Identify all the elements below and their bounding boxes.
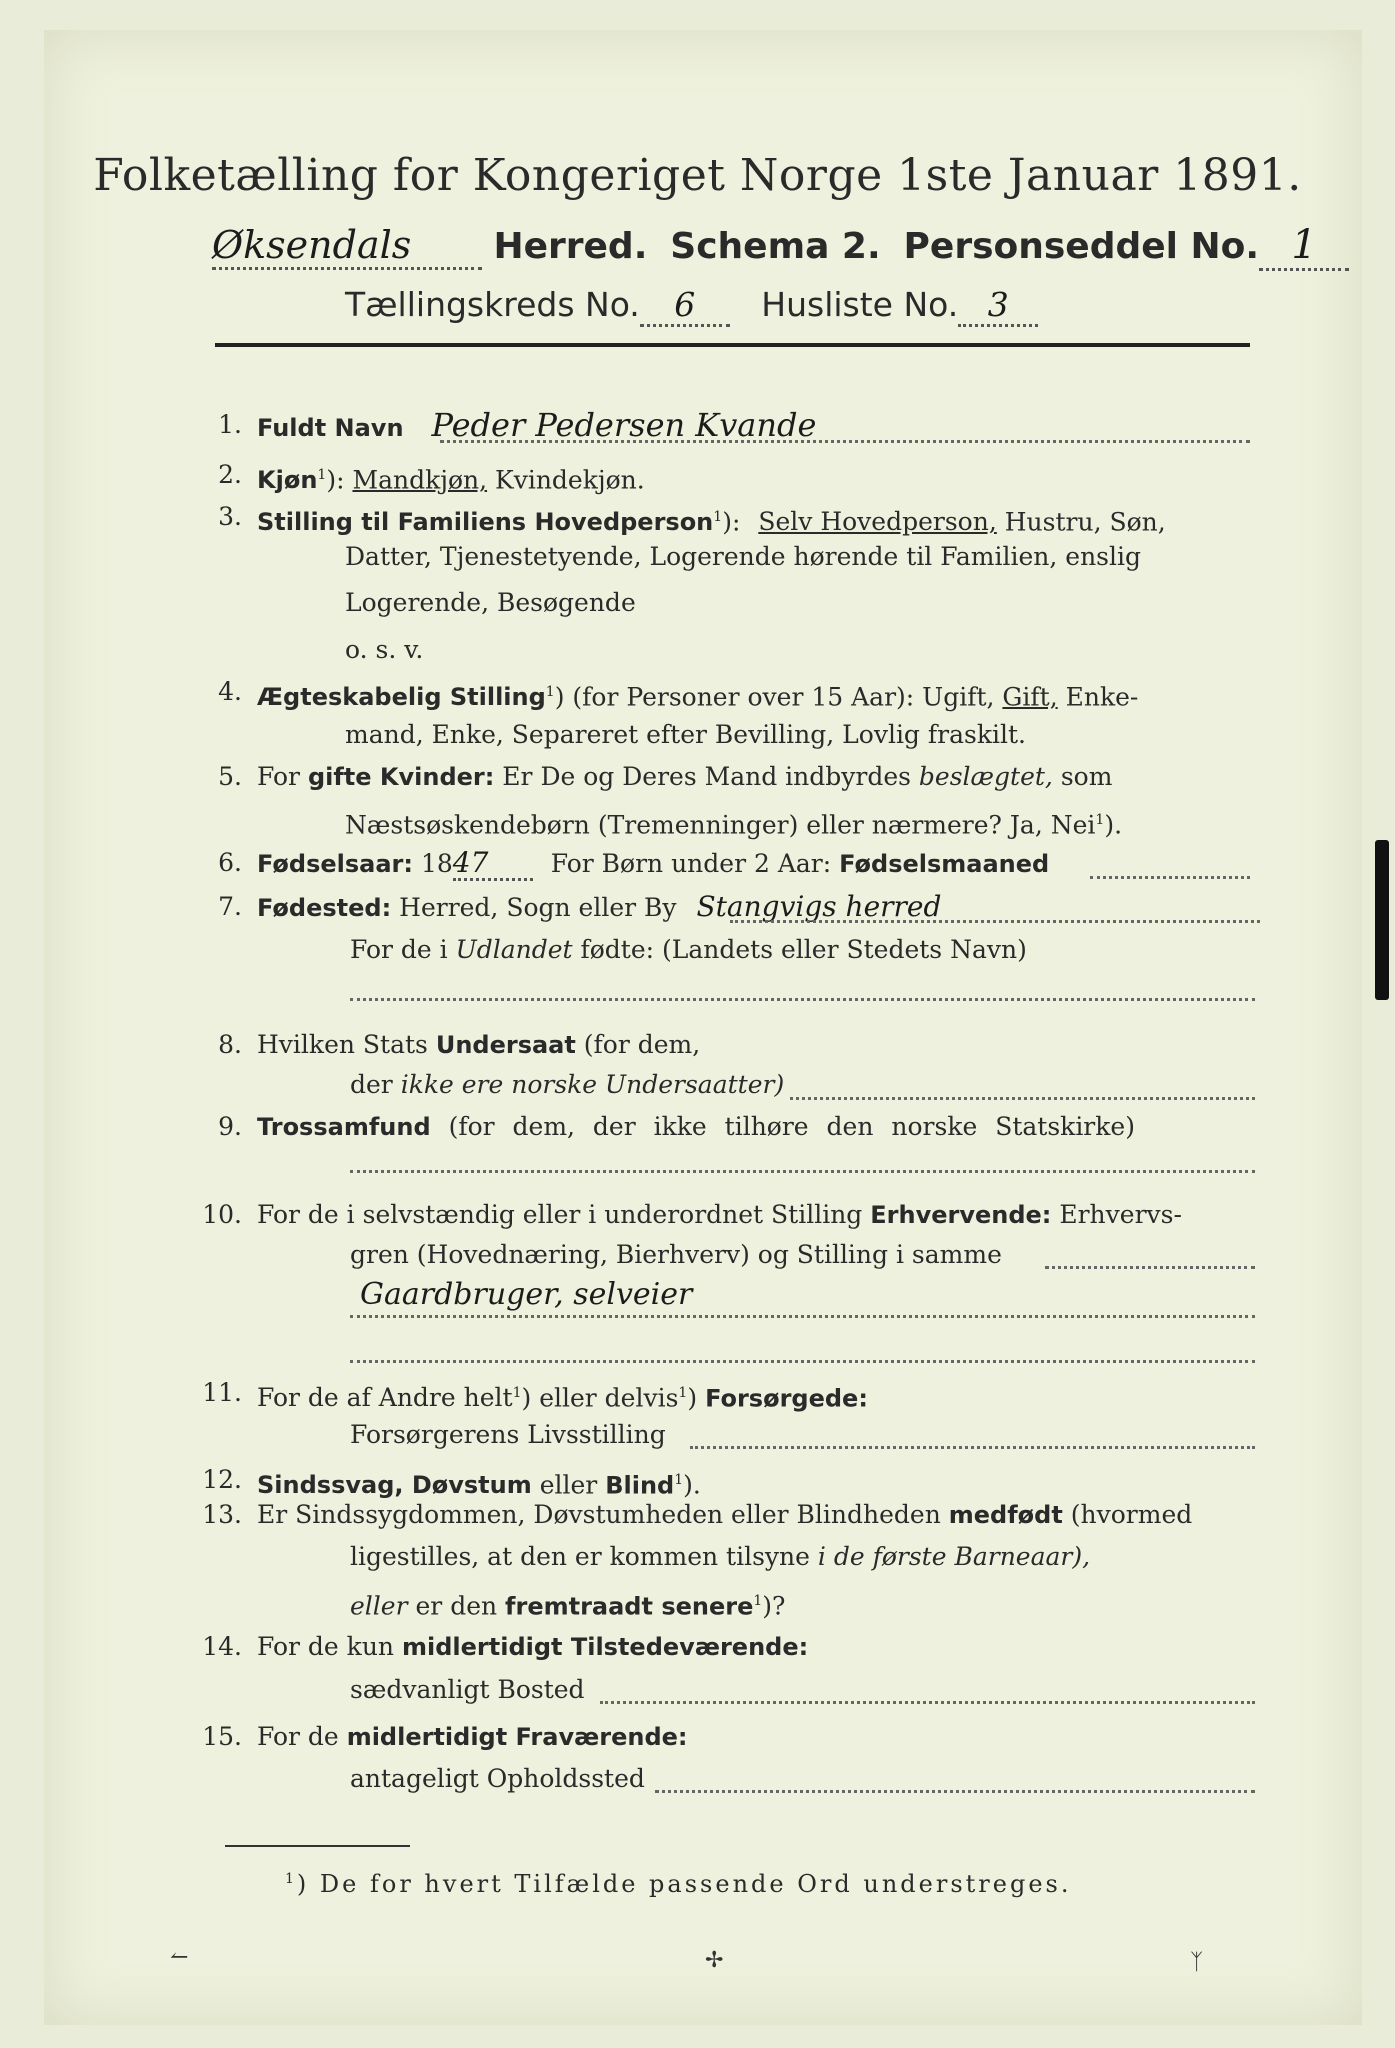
- q13-text-a: Er Sindssygdommen, Døvstumheden eller Blindheden: [257, 1500, 941, 1529]
- subject-fill: [790, 1097, 1255, 1100]
- item-7: [218, 890, 942, 923]
- q7-line2b: fødte: (Landets eller Stedets Navn): [580, 935, 1027, 964]
- sex-option-female: Kvindekjøn.: [495, 465, 645, 495]
- blind-label: Blind: [605, 1471, 675, 1500]
- center-mark-icon: ✢: [705, 1948, 724, 1973]
- sup-mark: 1: [545, 684, 555, 700]
- q9-text: (for dem, der ikke tilhøre den norske Statskirke): [448, 1112, 1135, 1141]
- right-mark-icon: ᛉ: [1190, 1950, 1204, 1975]
- position-label: Stilling til Familiens Hovedperson: [257, 508, 714, 537]
- sup-mark: 1: [512, 1385, 522, 1401]
- item-14: [202, 1632, 809, 1662]
- position-options: Hustru, Søn,: [1004, 507, 1166, 537]
- q8-line2a: der: [350, 1070, 393, 1099]
- item-number: 3.: [218, 502, 242, 531]
- item-2: [218, 460, 645, 495]
- husliste-value: 3: [958, 285, 1038, 327]
- subject-label: Undersaat: [435, 1031, 576, 1059]
- item-number: 8.: [218, 1030, 242, 1059]
- name-label: Fuldt Navn: [257, 414, 404, 442]
- q8-text-a: Hvilken Stats: [257, 1030, 428, 1059]
- item-10: [202, 1200, 1182, 1230]
- q13-line2: [350, 1542, 1090, 1572]
- item-11: [202, 1378, 868, 1413]
- edge-mark: [1375, 840, 1389, 1000]
- q11-text-b: ) eller delvis: [521, 1383, 679, 1413]
- q8-text-b: (for dem,: [583, 1030, 701, 1059]
- sup-mark: 1: [678, 1385, 688, 1401]
- q10-text-a: For de i selvstændig eller i underordnet Stilling: [257, 1200, 863, 1229]
- q5-line2: [345, 805, 1122, 840]
- q11-line2: Forsørgerens Livsstilling: [350, 1420, 666, 1449]
- q12-end: ).: [683, 1470, 701, 1500]
- corner-mark-icon: ↼: [170, 1945, 189, 1970]
- q13-line2a: ligestilles, at den er kommen tilsyne: [350, 1542, 810, 1571]
- item-number: 9.: [218, 1112, 242, 1141]
- q11-text-a: For de af Andre helt: [257, 1383, 513, 1413]
- q15-text-a: For de: [257, 1722, 339, 1751]
- q5-text-a: For: [257, 762, 300, 791]
- abroad-fill: [350, 998, 1255, 1001]
- marital-text: ) (for Personer over 15 Aar): Ugift,: [554, 682, 995, 712]
- item-9: [218, 1112, 1135, 1142]
- q5-text-b: Er De og Deres Mand indbyrdes: [502, 762, 911, 791]
- q6-text-b: For Børn under 2 Aar:: [550, 849, 832, 878]
- sup-mark: 1: [713, 509, 723, 525]
- sex-text: ):: [326, 465, 345, 495]
- birthmonth-label: Fødselsmaaned: [839, 850, 1050, 878]
- birthplace-fill: [730, 920, 1260, 923]
- name-value: Peder Pedersen Kvande: [431, 406, 817, 444]
- sup-mark: 1: [753, 1593, 763, 1609]
- marital-option-married: Gift,: [1002, 682, 1058, 712]
- name-fill: [440, 440, 1250, 443]
- q10-text-b: Erhvervs-: [1059, 1200, 1182, 1229]
- marital-line2: mand, Enke, Separeret efter Bevilling, Lovlig fraskilt.: [345, 720, 1026, 749]
- religion-label: Trossamfund: [257, 1113, 431, 1141]
- kreds-line: [345, 285, 1038, 327]
- q14-line2: sædvanligt Bosted: [350, 1675, 585, 1704]
- sex-option-male: Mandkjøn,: [352, 465, 488, 495]
- item-6: [218, 846, 1050, 881]
- herred-label: Herred.: [493, 226, 648, 267]
- birthyear-prefix: 18: [420, 849, 453, 878]
- item-12: [202, 1465, 701, 1500]
- kreds-value: 6: [640, 285, 730, 327]
- birthplace-value: Stangvigs herred: [696, 890, 942, 923]
- q13-line2i: i de første Barneaar),: [817, 1542, 1091, 1571]
- item-8: [218, 1030, 701, 1060]
- abode-fill: [655, 1790, 1255, 1793]
- q7-line2: [350, 935, 1027, 965]
- q13-line3i: eller: [350, 1591, 408, 1621]
- dependent-label: Forsørgede:: [705, 1384, 868, 1413]
- item-5: [218, 762, 1113, 792]
- footnote-rule: [225, 1845, 410, 1847]
- item-number: 5.: [218, 762, 242, 791]
- item-number: 6.: [218, 848, 242, 877]
- personseddel-value: 1: [1259, 222, 1349, 271]
- q8-line2i: ikke ere norske Undersaatter): [400, 1070, 785, 1099]
- herred-line: [212, 222, 1349, 271]
- footnote-text: ) De for hvert Tilfælde passende Ord understreges.: [296, 1870, 1072, 1898]
- form-title: Folketælling for Kongeriget Norge 1ste Januar 1891.: [93, 150, 1302, 201]
- position-line4: o. s. v.: [345, 635, 424, 664]
- dependent-fill: [690, 1446, 1255, 1449]
- q7-line2a: For de i: [350, 935, 448, 964]
- item-number: 13.: [202, 1500, 242, 1529]
- q5-line2-text: Næstsøskendebørn (Tremenninger) eller nærmere? Ja, Nei: [345, 810, 1096, 840]
- item-number: 7.: [218, 892, 242, 921]
- item-number: 2.: [218, 460, 242, 489]
- q13-text-b: (hvormed: [1070, 1500, 1193, 1529]
- item-number: 10.: [202, 1200, 242, 1229]
- birthyear-value: 47: [453, 848, 533, 881]
- q13-line3: [350, 1586, 785, 1621]
- birthyear-label: Fødselsaar:: [257, 850, 413, 878]
- q5-text-c: som: [1060, 762, 1113, 791]
- religion-fill: [350, 1170, 1255, 1173]
- item-3: 3. Stilling til Familiens Hovedperson$^1$): Selv Hovedperson, Hustru, Søn,: [222, 502, 1166, 537]
- occupation-value: Gaardbruger, selveier: [360, 1277, 693, 1312]
- item-number: 11.: [202, 1378, 242, 1407]
- q8-line2: [350, 1070, 784, 1100]
- marital-label: Ægteskabelig Stilling: [257, 683, 546, 712]
- temp-present-label: midlertidigt Tilstedeværende:: [401, 1633, 809, 1661]
- occupation-fill-1: [1045, 1266, 1255, 1269]
- sup-mark: 1: [285, 1871, 297, 1887]
- position-option-head: Selv Hovedperson,: [758, 507, 997, 537]
- herred-value: Øksendals: [212, 223, 482, 270]
- item-4: [218, 677, 1139, 712]
- item-number: 1.: [218, 410, 242, 439]
- husliste-label: Husliste No.: [761, 285, 959, 324]
- item-number: 4.: [218, 677, 242, 706]
- temp-absent-label: midlertidigt Fraværende:: [346, 1723, 688, 1751]
- q15-line2: antageligt Opholdssted: [350, 1764, 645, 1793]
- personseddel-label: Personseddel No.: [903, 226, 1260, 267]
- q10-line2: gren (Hovednæring, Bierhverv) og Stilling i samme: [350, 1240, 1002, 1269]
- sup-mark: 1: [1095, 812, 1105, 828]
- item-1: [218, 406, 817, 444]
- item-13: [202, 1500, 1193, 1530]
- birthmonth-fill: [1090, 876, 1250, 879]
- q13-end: )?: [762, 1591, 786, 1621]
- q5-italic: beslægtet,: [918, 762, 1053, 791]
- marital-text-b: Enke-: [1065, 682, 1139, 712]
- married-women-label: gifte Kvinder:: [307, 763, 495, 791]
- birthplace-label: Fødested:: [257, 894, 392, 922]
- occupation-fill-2: [350, 1315, 1255, 1318]
- item-number: 14.: [202, 1632, 242, 1661]
- residence-fill: [600, 1701, 1255, 1704]
- occupation-fill-3: [350, 1360, 1255, 1363]
- item-15: [202, 1722, 688, 1752]
- sex-label: Kjøn: [257, 466, 318, 495]
- item-number: 15.: [202, 1722, 242, 1751]
- later-label: fremtraadt senere: [505, 1592, 754, 1621]
- header-rule: [215, 343, 1250, 347]
- sup-mark: 1: [674, 1472, 684, 1488]
- q7-text-a: Herred, Sogn eller By: [399, 893, 677, 922]
- schema-label: Schema 2.: [670, 226, 881, 267]
- q13-line3a: er den: [415, 1591, 498, 1621]
- q11-text-c: ): [687, 1383, 698, 1413]
- sup-mark: 1: [317, 467, 327, 483]
- q14-text-a: For de kun: [257, 1632, 395, 1661]
- kreds-label: Tællingskreds No.: [345, 285, 640, 324]
- congenital-label: medfødt: [948, 1501, 1063, 1529]
- q12-text: eller: [539, 1470, 598, 1500]
- q5-end: ).: [1104, 810, 1123, 840]
- occupation-label: Erhvervende:: [870, 1201, 1052, 1229]
- position-line3: Logerende, Besøgende: [345, 588, 636, 617]
- footnote: [285, 1870, 1071, 1898]
- item-number: 12.: [202, 1465, 242, 1494]
- disability-label: Sindssvag, Døvstum: [257, 1471, 532, 1500]
- q7-line2i: Udlandet: [455, 935, 573, 964]
- position-line2: Datter, Tjenestetyende, Logerende hørende til Familien, enslig: [345, 542, 1142, 571]
